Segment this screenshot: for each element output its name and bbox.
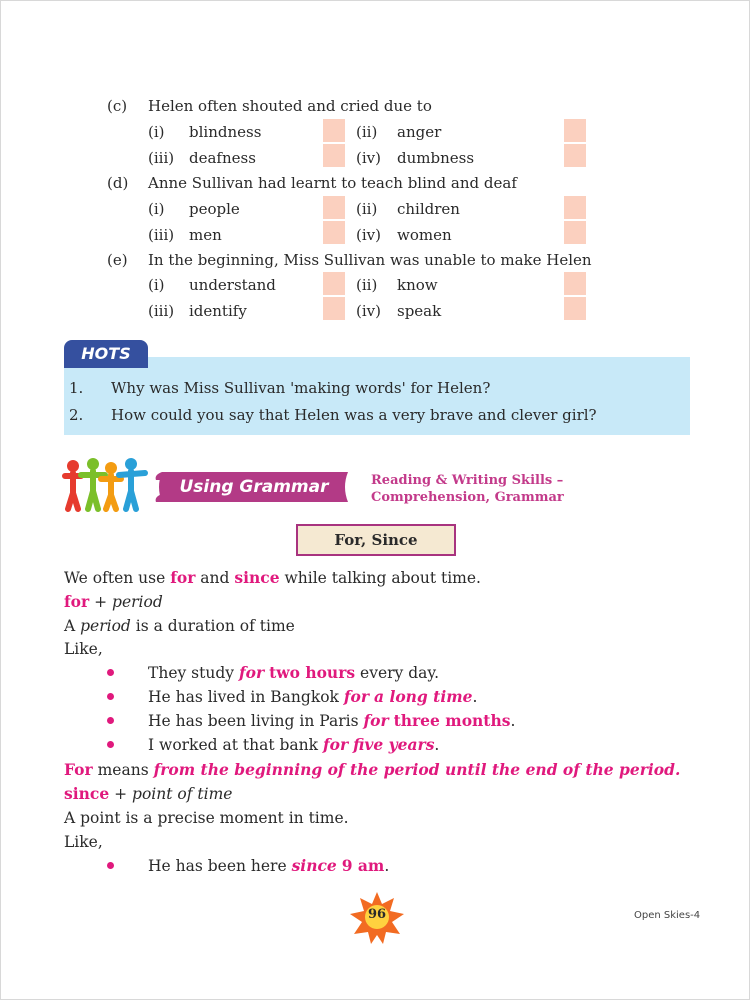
option-text: understand: [189, 276, 276, 294]
keyword-since: since: [234, 568, 280, 587]
keyword-for: for: [322, 735, 349, 754]
text: is a duration of time: [130, 617, 295, 635]
point-definition: A point is a precise moment in time.: [64, 809, 349, 827]
for-example: [148, 686, 477, 708]
answer-box[interactable]: [323, 272, 345, 295]
option-num: (ii): [356, 123, 378, 141]
answer-box[interactable]: [323, 144, 345, 167]
skills-line-2: Comprehension, Grammar: [371, 490, 564, 505]
option-num: (iii): [148, 226, 175, 244]
highlight: 9 am: [341, 856, 385, 875]
text: .: [472, 688, 478, 706]
answer-box[interactable]: [564, 196, 586, 219]
text: period: [80, 617, 131, 635]
keyword-for: For: [64, 760, 93, 779]
answer-box[interactable]: [564, 144, 586, 167]
bullet-icon: [107, 717, 114, 724]
option-num: (ii): [356, 276, 378, 294]
hots-question: Why was Miss Sullivan 'making words' for Helen?: [111, 379, 491, 397]
question-letter: (d): [107, 174, 129, 192]
question-letter: (e): [107, 251, 128, 269]
highlight: a long time: [374, 687, 473, 706]
bullet-icon: [107, 669, 114, 676]
option-num: (i): [148, 123, 165, 141]
keyword-since: since: [64, 784, 110, 803]
option-num: (iii): [148, 149, 175, 167]
option-num: (iv): [356, 149, 381, 167]
answer-box[interactable]: [564, 272, 586, 295]
text: period: [112, 593, 163, 611]
keyword-for: for: [238, 663, 265, 682]
highlight: from the beginning of the period until the end of the period.: [153, 760, 681, 779]
question-stem: Helen often shouted and cried due to: [148, 97, 432, 115]
page-number: 96: [367, 907, 387, 922]
keyword-since: since: [291, 856, 337, 875]
highlight: two hours: [269, 663, 356, 682]
option-text: know: [397, 276, 438, 294]
text: He has been here: [148, 857, 292, 875]
answer-box[interactable]: [323, 196, 345, 219]
text: point of time: [132, 785, 233, 803]
keyword-for: for: [363, 711, 389, 730]
text: They study: [148, 664, 239, 682]
skills-label: [371, 472, 564, 506]
intro-line: [64, 567, 481, 589]
hots-num: 2.: [69, 406, 84, 424]
hots-label: HOTS: [64, 340, 148, 368]
answer-box[interactable]: [564, 119, 586, 142]
text: .: [384, 857, 390, 875]
option-text: men: [189, 226, 222, 244]
text: I worked at that bank: [148, 736, 323, 754]
skills-line-1: Reading & Writing Skills –: [371, 473, 564, 488]
option-num: (i): [148, 276, 165, 294]
since-example: [148, 855, 389, 877]
option-num: (i): [148, 200, 165, 218]
keyword-for: for: [343, 687, 370, 706]
using-grammar-title: Using Grammar: [179, 477, 329, 497]
text: .: [510, 712, 516, 730]
text: He has lived in Bangkok: [148, 688, 344, 706]
option-text: people: [189, 200, 240, 218]
for-meaning: [64, 759, 680, 781]
since-rule: [64, 783, 232, 805]
book-title: Open Skies-4: [634, 910, 701, 921]
text: every day.: [355, 664, 440, 682]
keyword-for: for: [64, 592, 90, 611]
option-text: speak: [397, 302, 442, 320]
question-stem: Anne Sullivan had learnt to teach blind and deaf: [148, 174, 517, 192]
option-text: deafness: [189, 149, 256, 167]
for-example: [148, 734, 439, 756]
option-text: blindness: [189, 123, 262, 141]
option-text: dumbness: [397, 149, 475, 167]
text: .: [434, 736, 440, 754]
option-text: children: [397, 200, 460, 218]
keyword-for: for: [170, 568, 196, 587]
answer-box[interactable]: [564, 221, 586, 244]
answer-box[interactable]: [323, 119, 345, 142]
question-stem: In the beginning, Miss Sullivan was unable to make Helen: [148, 251, 592, 269]
question-letter: (c): [107, 97, 128, 115]
bullet-icon: [107, 862, 114, 869]
option-num: (iv): [356, 302, 381, 320]
option-text: women: [397, 226, 452, 244]
for-example: [148, 710, 515, 732]
like-label: Like,: [64, 833, 103, 851]
topic-title: For, Since: [296, 524, 456, 556]
answer-box[interactable]: [323, 297, 345, 320]
for-rule: [64, 591, 163, 613]
text: +: [89, 593, 113, 611]
option-num: (ii): [356, 200, 378, 218]
text: A: [64, 617, 81, 635]
hots-question: How could you say that Helen was a very brave and clever girl?: [111, 406, 597, 424]
highlight: three months: [393, 711, 511, 730]
like-label: Like,: [64, 640, 103, 658]
answer-box[interactable]: [323, 221, 345, 244]
children-group-icon: [61, 457, 153, 513]
bullet-icon: [107, 741, 114, 748]
text: while talking about time.: [279, 569, 481, 587]
option-num: (iii): [148, 302, 175, 320]
hots-num: 1.: [69, 379, 84, 397]
bullet-icon: [107, 693, 114, 700]
option-text: identify: [189, 302, 247, 320]
period-definition: [64, 615, 295, 637]
text: We often use: [64, 569, 171, 587]
option-num: (iv): [356, 226, 381, 244]
for-example: [148, 662, 439, 684]
text: +: [109, 785, 133, 803]
text: He has been living in Paris: [148, 712, 364, 730]
highlight: five years: [353, 735, 435, 754]
option-text: anger: [397, 123, 442, 141]
text: means: [92, 761, 154, 779]
text: and: [195, 569, 235, 587]
answer-box[interactable]: [564, 297, 586, 320]
